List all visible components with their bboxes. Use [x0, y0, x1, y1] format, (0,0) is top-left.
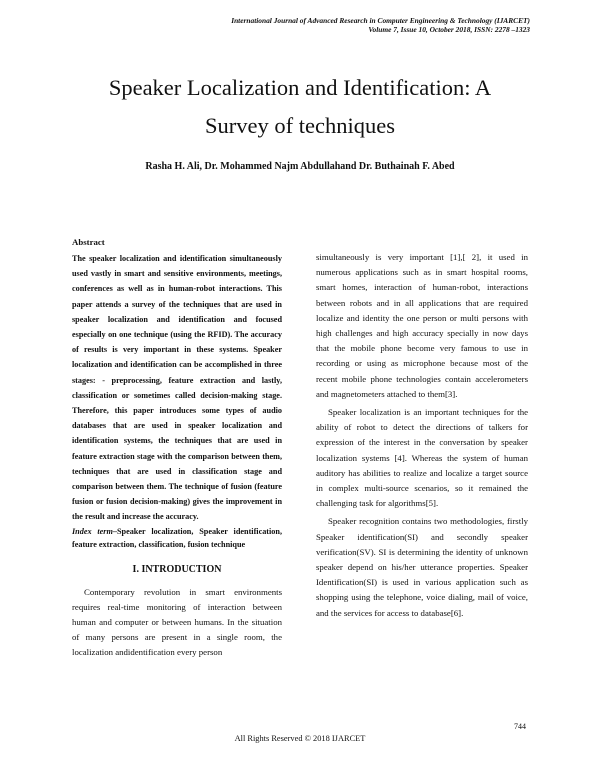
- introduction-heading: I. INTRODUCTION: [132, 563, 222, 575]
- authors: Rasha H. Ali, Dr. Mohammed Najm Abdullahand Dr. Buthainah F. Abed: [145, 161, 455, 172]
- journal-header: International Journal of Advanced Research in Computer Engineering & Technology (IJARCET): [231, 16, 530, 25]
- right-paragraph-1: simultaneously is very important [1],[ 2], it used in numerous applications such as in smart hospital rooms, smart homes, interaction of human-robot, interactions between robots and in all applications that are required localize and identity the one person or multi persons with high challenges and high accuracy specially in now days that the mobile phone become very famous to use in recording or using as microphone because most of the recent mobile phone technologies contain accelerometers and magnetometers attached to them[3].: [316, 252, 528, 399]
- copyright-footer: All Rights Reserved © 2018 IJARCET: [234, 734, 366, 743]
- left-column: [72, 236, 282, 661]
- index-terms-text: –Speaker localization, Speaker identification, feature extraction, classification, fusion technique: [72, 526, 283, 549]
- paper-title-line-2: Survey of techniques: [205, 113, 395, 138]
- right-paragraph-3: Speaker recognition contains two methodologies, firstly Speaker identification(SI) and secondly speaker verification(SV). SI is determining the identity of unknown speaker depend on his/her utterance properties. Speaker Identification(SI) is used in various application such as shopping using the telephone, voice dialing, mail of voice, and the services for access to database[6].: [316, 516, 528, 618]
- right-paragraph-2: Speaker localization is an important techniques for the ability of robot to detect the directions of talkers for expression of the interest in the conversation by speaker localization systems [4]. Whereas the system of human auditory has abilities to realize and localize a target source in complex multi-source scenarios, so it remained the challenging task for algorithms[5].: [316, 407, 528, 509]
- page-number: 744: [514, 722, 526, 731]
- paper-title-line-1: Speaker Localization and Identification: A: [108, 75, 492, 100]
- volume-header: Volume 7, Issue 10, October 2018, ISSN: 2278 –1323: [368, 25, 530, 34]
- abstract-heading: Abstract: [72, 237, 105, 247]
- intro-paragraph-1: Contemporary revolution in smart environments requires real-time monitoring of interaction between human and computer or between humans. In the situation of many persons are present in a single room, the localization andidentification every person: [72, 586, 282, 658]
- index-terms-label: Index term: [72, 526, 113, 536]
- index-terms: [72, 525, 282, 551]
- right-column: [316, 250, 528, 621]
- abstract-text: The speaker localization and identification simultaneously used vastly in smart and sensitive environments, meetings, conferences as well as in human-robot interactions. This paper attends a survey of the techniques that are used in speaker localization and identification and focused especially on one technique (using the RFID). The accuracy of results is very important in these systems. Speaker localization and identification can be accomplished in three stages: - preprocessing, feature extraction and lastly, classification or sometimes called decision-making stage. Therefore, this paper introduces some types of audio databases that are used in speaker localization and identification systems, the techniques that are used in feature extraction stage with the comparison between them, techniques that are used in classification stage and comparison between them. The technique of fusion (feature fusion or fusion decision-making) gives the improvement in the result and increase the accuracy.: [72, 254, 282, 522]
